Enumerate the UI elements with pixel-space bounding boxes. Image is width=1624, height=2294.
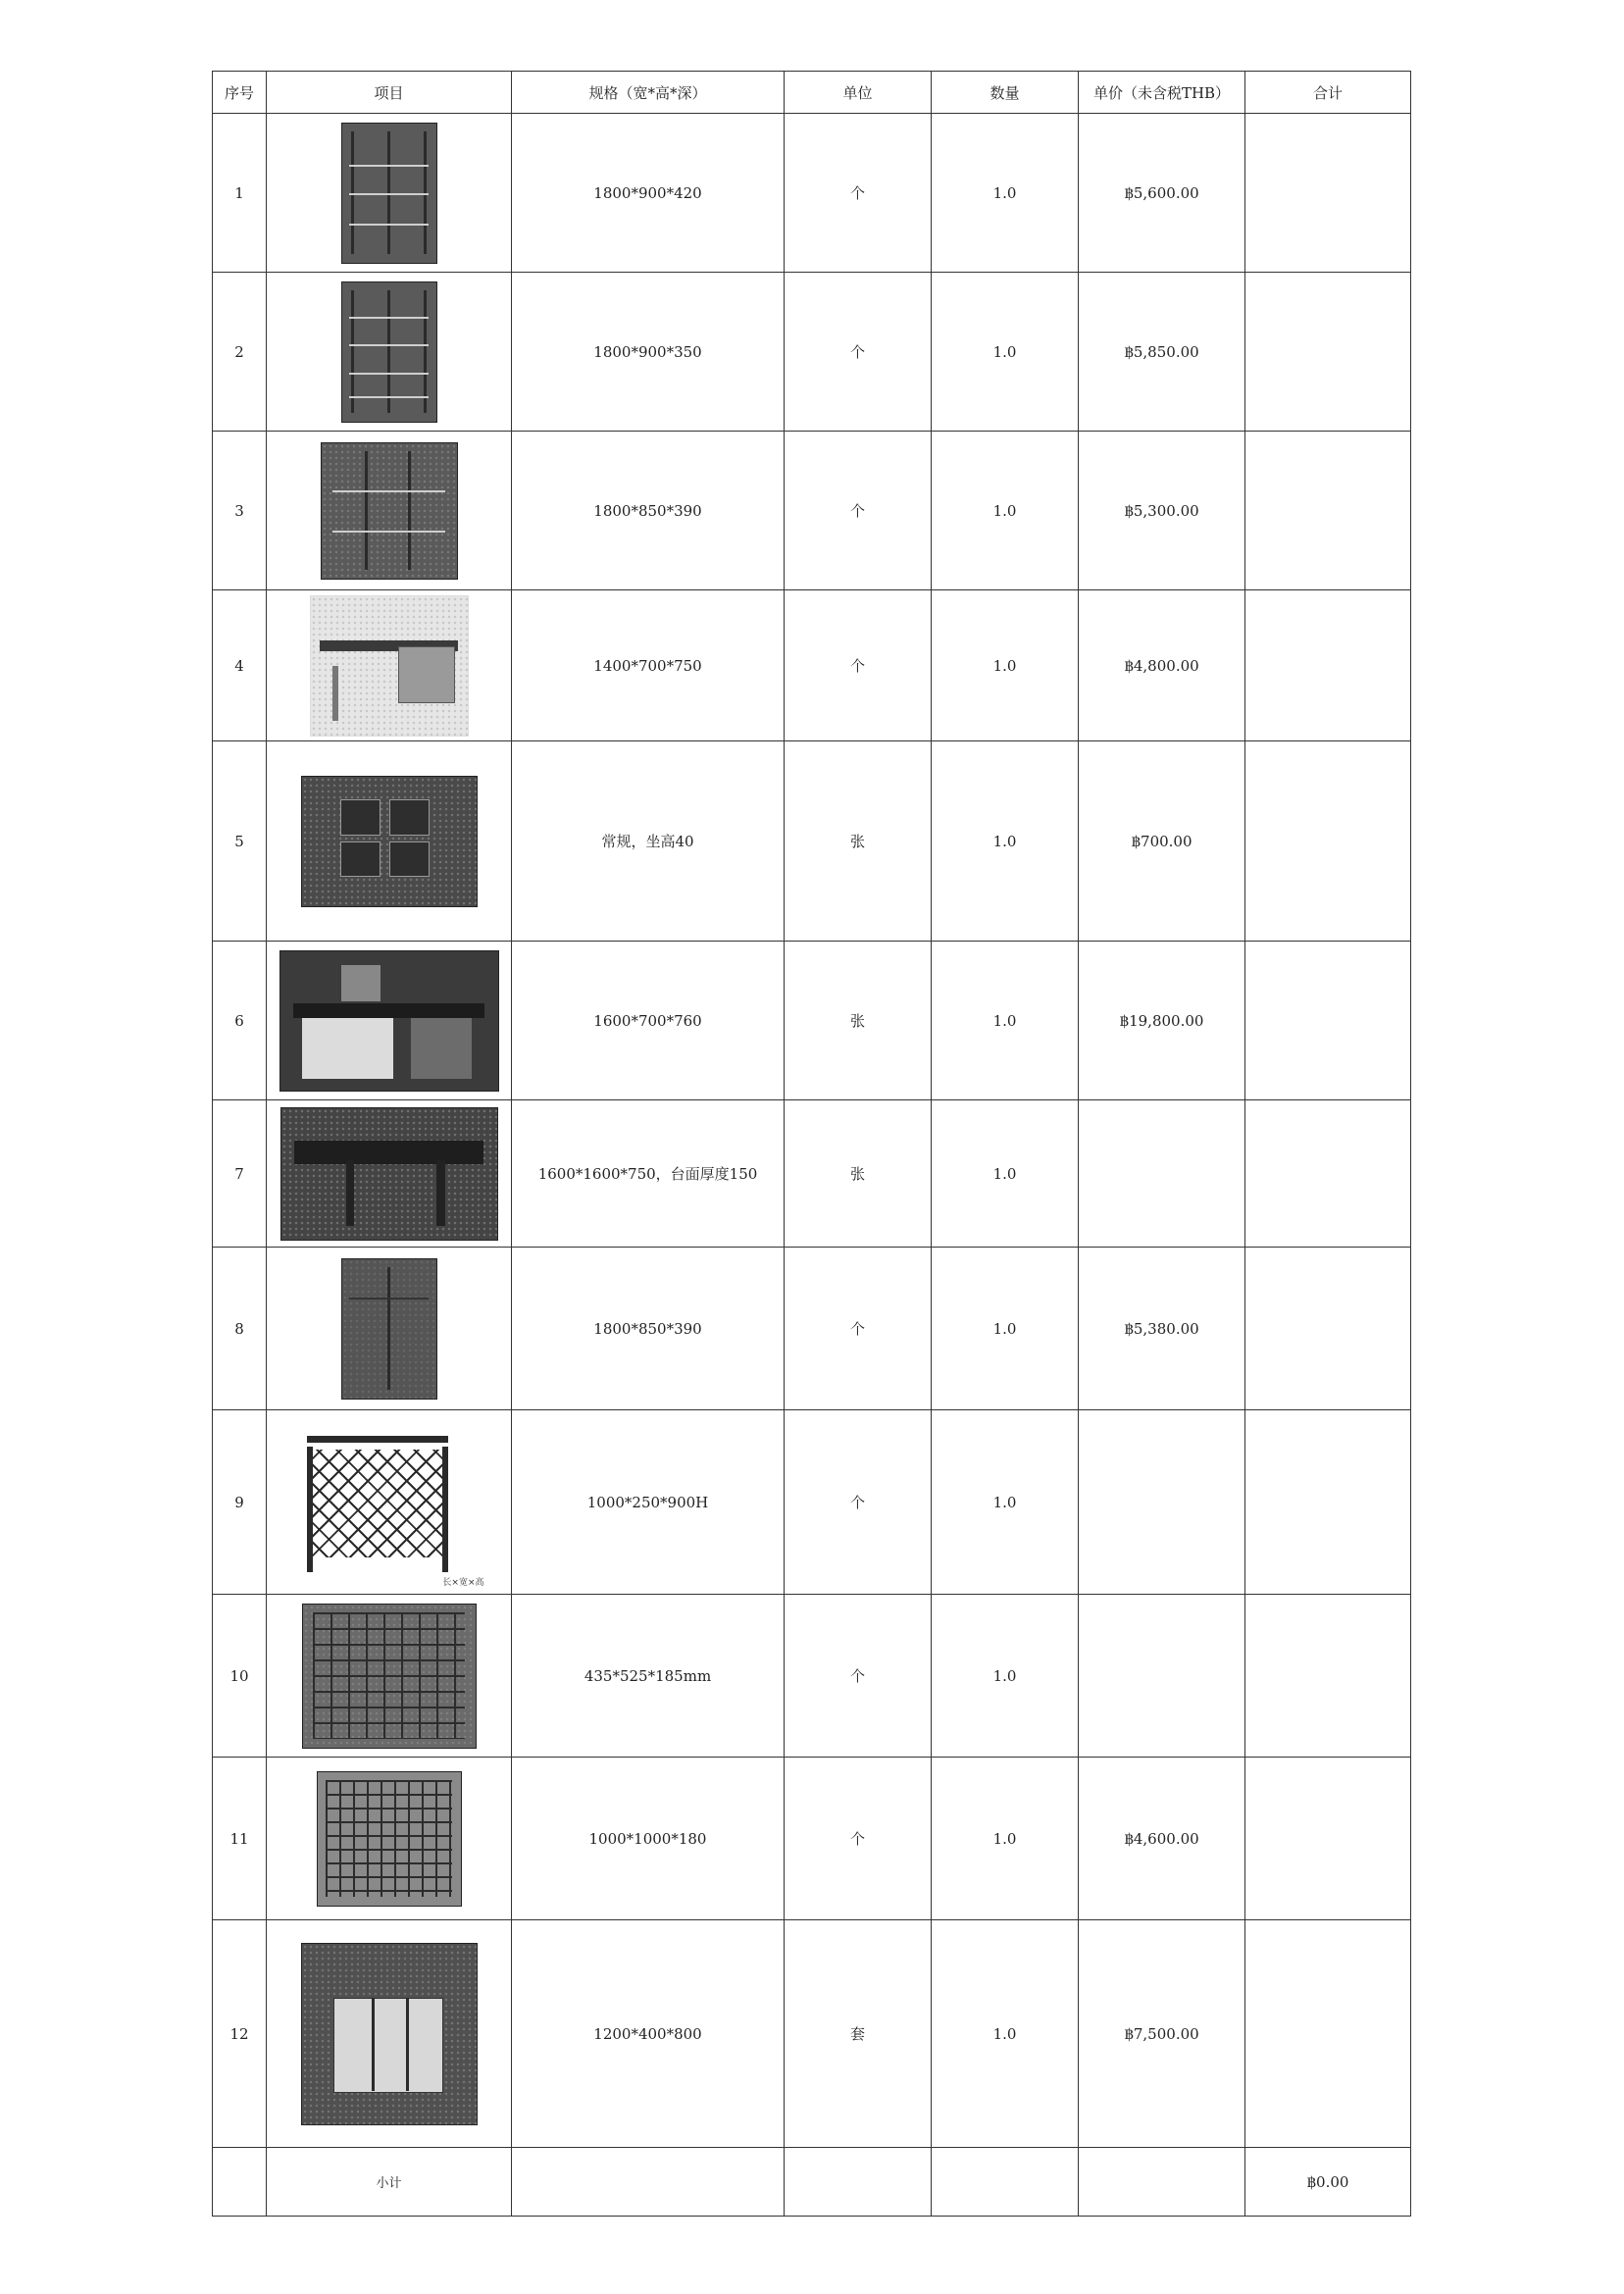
tall-cabinet-photo bbox=[341, 1258, 437, 1400]
compartment-rack-photo bbox=[302, 1604, 477, 1749]
table-row bbox=[213, 1595, 1411, 1758]
table-row bbox=[213, 741, 1411, 942]
row-no: 1 bbox=[213, 114, 267, 273]
row-total bbox=[1245, 1410, 1411, 1595]
row-total bbox=[1245, 1248, 1411, 1410]
table-row bbox=[213, 114, 1411, 273]
row-total bbox=[1245, 432, 1411, 590]
row-unit: 个 bbox=[785, 1248, 932, 1410]
header-qty: 数量 bbox=[932, 72, 1079, 114]
row-qty: 1.0 bbox=[932, 114, 1079, 273]
row-price: ฿4,800.00 bbox=[1079, 590, 1245, 741]
item-photo-cell bbox=[267, 1100, 512, 1248]
table-row bbox=[213, 1920, 1411, 2148]
row-total bbox=[1245, 273, 1411, 432]
row-qty: 1.0 bbox=[932, 1248, 1079, 1410]
row-unit: 个 bbox=[785, 273, 932, 432]
storage-cabinet-photo bbox=[301, 1943, 478, 2125]
header-no: 序号 bbox=[213, 72, 267, 114]
bookcase-glass-doors-photo bbox=[341, 123, 437, 264]
row-price: ฿4,600.00 bbox=[1079, 1758, 1245, 1920]
header-total: 合计 bbox=[1245, 72, 1411, 114]
row-qty: 1.0 bbox=[932, 432, 1079, 590]
row-qty: 1.0 bbox=[932, 590, 1079, 741]
header-price: 单价（未含税THB） bbox=[1079, 72, 1245, 114]
row-spec: 1000*250*900H bbox=[512, 1410, 785, 1595]
item-photo-cell bbox=[267, 432, 512, 590]
row-unit: 个 bbox=[785, 432, 932, 590]
item-photo-cell bbox=[267, 114, 512, 273]
row-unit: 张 bbox=[785, 942, 932, 1100]
row-price bbox=[1079, 1595, 1245, 1758]
row-total bbox=[1245, 1920, 1411, 2148]
item-photo-cell bbox=[267, 1248, 512, 1410]
quotation-table bbox=[212, 71, 1411, 2217]
row-price bbox=[1079, 1410, 1245, 1595]
subtotal-label: 小计 bbox=[267, 2148, 512, 2217]
row-price: ฿5,850.00 bbox=[1079, 273, 1245, 432]
row-total bbox=[1245, 114, 1411, 273]
row-no: 2 bbox=[213, 273, 267, 432]
row-qty: 1.0 bbox=[932, 741, 1079, 942]
row-unit: 张 bbox=[785, 1100, 932, 1248]
quotation-sheet bbox=[212, 71, 1410, 2217]
row-unit: 个 bbox=[785, 1595, 932, 1758]
row-price: ฿7,500.00 bbox=[1079, 1920, 1245, 2148]
row-price bbox=[1079, 1100, 1245, 1248]
row-total bbox=[1245, 942, 1411, 1100]
subtotal-row bbox=[213, 2148, 1411, 2217]
subtotal-value: ฿0.00 bbox=[1245, 2148, 1411, 2217]
row-qty: 1.0 bbox=[932, 1595, 1079, 1758]
office-desk-photo bbox=[310, 595, 469, 737]
desk-with-cabinet-photo bbox=[279, 950, 499, 1092]
table-row bbox=[213, 590, 1411, 741]
row-no: 5 bbox=[213, 741, 267, 942]
item-photo-cell bbox=[267, 590, 512, 741]
row-spec: 1600*1600*750，台面厚度150 bbox=[512, 1100, 785, 1248]
row-spec: 1800*850*390 bbox=[512, 432, 785, 590]
row-qty: 1.0 bbox=[932, 1758, 1079, 1920]
stools-photo bbox=[301, 776, 478, 907]
table-row bbox=[213, 942, 1411, 1100]
item-photo-cell bbox=[267, 273, 512, 432]
table-row bbox=[213, 1410, 1411, 1595]
row-no: 8 bbox=[213, 1248, 267, 1410]
row-price: ฿5,600.00 bbox=[1079, 114, 1245, 273]
row-no: 3 bbox=[213, 432, 267, 590]
table-row bbox=[213, 1100, 1411, 1248]
row-qty: 1.0 bbox=[932, 1410, 1079, 1595]
table-row bbox=[213, 273, 1411, 432]
lattice-rack-photo bbox=[290, 1414, 488, 1591]
row-qty: 1.0 bbox=[932, 942, 1079, 1100]
row-qty: 1.0 bbox=[932, 1100, 1079, 1248]
row-price: ฿5,300.00 bbox=[1079, 432, 1245, 590]
row-spec: 1800*850*390 bbox=[512, 1248, 785, 1410]
table-row bbox=[213, 432, 1411, 590]
row-spec: 1400*700*750 bbox=[512, 590, 785, 741]
item-photo-cell bbox=[267, 942, 512, 1100]
row-no: 9 bbox=[213, 1410, 267, 1595]
square-table-photo bbox=[280, 1107, 498, 1241]
row-spec: 常规，坐高40 bbox=[512, 741, 785, 942]
row-total bbox=[1245, 1100, 1411, 1248]
table-row bbox=[213, 1758, 1411, 1920]
row-qty: 1.0 bbox=[932, 273, 1079, 432]
header-item: 项目 bbox=[267, 72, 512, 114]
row-price: ฿700.00 bbox=[1079, 741, 1245, 942]
row-spec: 1800*900*350 bbox=[512, 273, 785, 432]
row-unit: 个 bbox=[785, 1410, 932, 1595]
row-spec: 435*525*185mm bbox=[512, 1595, 785, 1758]
row-no: 12 bbox=[213, 1920, 267, 2148]
row-total bbox=[1245, 590, 1411, 741]
row-no: 4 bbox=[213, 590, 267, 741]
row-unit: 套 bbox=[785, 1920, 932, 2148]
item-photo-cell bbox=[267, 1920, 512, 2148]
table-row bbox=[213, 1248, 1411, 1410]
row-unit: 张 bbox=[785, 741, 932, 942]
header-row bbox=[213, 72, 1411, 114]
row-spec: 1800*900*420 bbox=[512, 114, 785, 273]
header-spec: 规格（宽*高*深） bbox=[512, 72, 785, 114]
bookcase-glass-doors-photo bbox=[341, 281, 437, 423]
row-unit: 个 bbox=[785, 114, 932, 273]
row-no: 10 bbox=[213, 1595, 267, 1758]
item-photo-cell bbox=[267, 1758, 512, 1920]
row-total bbox=[1245, 1595, 1411, 1758]
row-no: 6 bbox=[213, 942, 267, 1100]
item-photo-cell bbox=[267, 741, 512, 942]
row-total bbox=[1245, 741, 1411, 942]
header-unit: 单位 bbox=[785, 72, 932, 114]
row-unit: 个 bbox=[785, 1758, 932, 1920]
row-spec: 1600*700*760 bbox=[512, 942, 785, 1100]
row-spec: 1200*400*800 bbox=[512, 1920, 785, 2148]
row-unit: 个 bbox=[785, 590, 932, 741]
item-photo-cell bbox=[267, 1595, 512, 1758]
row-spec: 1000*1000*180 bbox=[512, 1758, 785, 1920]
row-no: 7 bbox=[213, 1100, 267, 1248]
row-price: ฿19,800.00 bbox=[1079, 942, 1245, 1100]
item-photo-cell bbox=[267, 1410, 512, 1595]
row-no: 11 bbox=[213, 1758, 267, 1920]
row-qty: 1.0 bbox=[932, 1920, 1079, 2148]
row-price: ฿5,380.00 bbox=[1079, 1248, 1245, 1410]
row-total bbox=[1245, 1758, 1411, 1920]
pigeonhole-shelf-photo bbox=[317, 1771, 462, 1907]
photo-caption: 长×宽×高 bbox=[442, 1577, 484, 1588]
glass-cabinet-photo bbox=[321, 442, 458, 580]
